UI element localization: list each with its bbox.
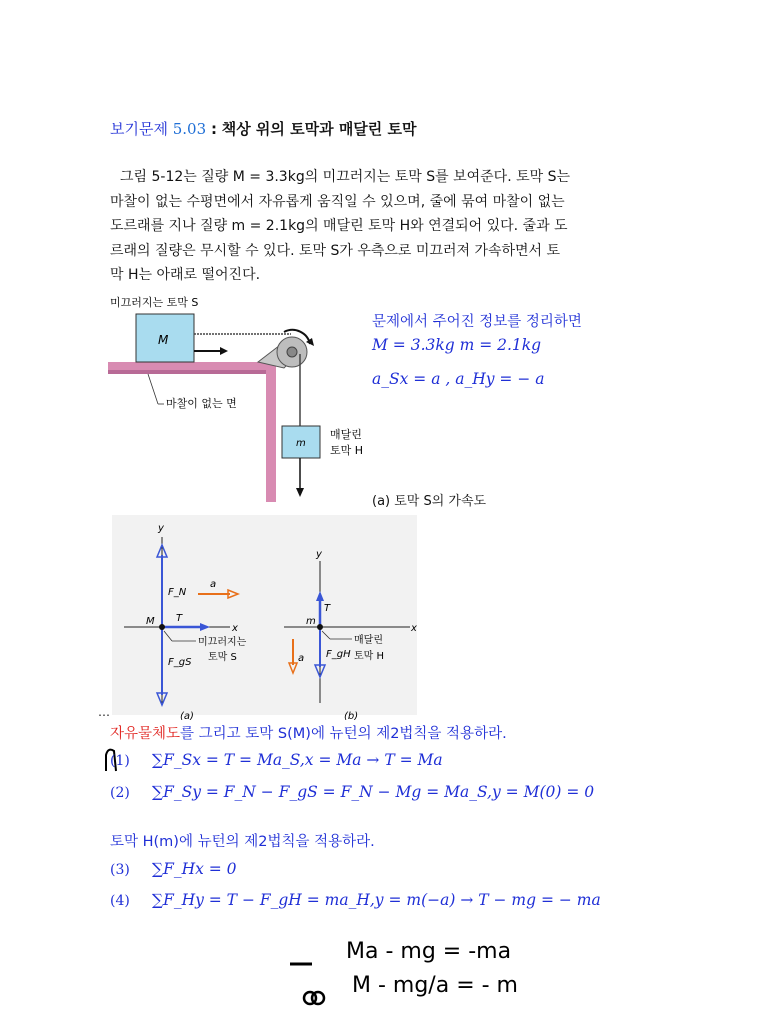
fbd-a-x-label: x <box>232 623 238 634</box>
paragraph-line: 도르래를 지나 질량 m = 2.1kg의 매달린 토막 H와 연결되어 있다. 줄과 도 <box>110 218 568 234</box>
frictionless-label: 마찰이 없는 면 <box>166 397 237 410</box>
particle-S <box>159 624 165 630</box>
equation-row <box>110 890 601 909</box>
figure-a-caption: (a) 토막 S의 가속도 <box>372 494 487 509</box>
instruction-S <box>110 722 507 743</box>
hanging-label-2: 토막 H <box>330 444 364 457</box>
title-colon: : <box>210 120 217 138</box>
paragraph-line: 마찰이 없는 수평면에서 자유롭게 움직일 수 있으며, 줄에 묶여 마찰이 없는 <box>110 193 565 210</box>
velocity-arrow-head <box>220 347 228 355</box>
free-body-diagrams <box>112 515 417 720</box>
info-heading: 문제에서 주어진 정보를 정리하면 <box>372 314 582 330</box>
equation-label: (3) <box>110 862 130 878</box>
handwritten-line-2: M - mg/a = - m <box>352 973 518 998</box>
block-S-mass-label: M <box>158 333 169 347</box>
handwritten-notes <box>280 930 580 1020</box>
instruction-S-red: 자유물체도 <box>110 726 181 742</box>
tension-H-label: T <box>324 603 331 614</box>
fbd-a-label-1: 미끄러지는 <box>198 637 247 648</box>
equation-expr: ∑F_Hy = T − F_gH = ma_H,y = m(−a) → T − mg = − ma <box>152 891 601 909</box>
hanging-label-1: 매달린 <box>330 428 362 441</box>
down-arrow-head <box>296 488 304 497</box>
particle-H <box>317 624 323 630</box>
problem-paragraph <box>110 165 660 288</box>
instruction-S-rest: 를 그리고 토막 S(M)에 뉴턴의 제2법칙을 적용하라. <box>180 726 507 742</box>
equation-row <box>110 859 237 878</box>
accel-H-label: a <box>298 653 305 664</box>
equation-label: (2) <box>110 785 130 801</box>
accel-S-label: a <box>210 579 217 590</box>
paragraph-line: 막 H는 아래로 떨어진다. <box>110 267 261 283</box>
sliding-block-label: 미끄러지는 토막 S <box>110 296 199 309</box>
block-pulley-figure <box>108 292 368 502</box>
leader-line <box>148 374 158 404</box>
fbd-a-y-label: y <box>158 523 164 534</box>
equation-row <box>110 782 594 801</box>
title-text: 책상 위의 토막과 매달린 토막 <box>221 120 417 138</box>
stray-mark: ⋯ <box>98 708 110 722</box>
table-shade <box>108 370 266 374</box>
problem-title <box>110 118 417 139</box>
equation-row <box>110 750 443 769</box>
particle-S-label: M <box>146 616 155 627</box>
title-number: 5.03 <box>172 120 207 138</box>
equation-label: (1) <box>110 753 130 769</box>
fbd-a-label-2: 토막 S <box>208 652 237 663</box>
paragraph-line: 그림 5-12는 질량 M = 3.3kg의 미끄러지는 토막 S를 보여준다. 토막 S는 <box>120 169 571 185</box>
paragraph-line: 르래의 질량은 무시할 수 있다. 토막 S가 우측으로 미끄러져 가속하면서 토 <box>110 242 561 259</box>
title-prefix: 보기문제 <box>110 120 168 138</box>
handwritten-line-1: Ma - mg = -ma <box>346 939 512 964</box>
info-accel: a_Sx = a , a_Hy = − a <box>372 370 545 388</box>
gravity-H-label: F_gH <box>326 649 351 660</box>
info-masses: M = 3.3kg m = 2.1kg <box>372 336 542 354</box>
fbd-b-label-1: 매달린 <box>354 635 383 646</box>
tension-S-label: T <box>176 613 183 624</box>
fbd-b-caption: (b) <box>344 711 359 720</box>
fbd-b-label-2: 토막 H <box>354 651 385 662</box>
block-H-mass-label: m <box>296 438 306 449</box>
equation-expr: ∑F_Sy = F_N − F_gS = F_N − Mg = Ma_S,y = M(0) = 0 <box>152 783 595 801</box>
equation-expr: ∑F_Hx = 0 <box>152 860 237 878</box>
pulley-axle <box>287 347 297 357</box>
handwritten-scribble <box>312 992 324 1004</box>
gravity-S-label: F_gS <box>168 657 192 668</box>
fbd-b-y-label: y <box>316 549 322 560</box>
equation-expr: ∑F_Sx = T = Ma_S,x = Ma → T = Ma <box>152 751 443 769</box>
table-side-edge <box>266 362 276 502</box>
normal-force-label: F_N <box>168 587 187 598</box>
particle-H-label: m <box>306 616 316 627</box>
instruction-H: 토막 H(m)에 뉴턴의 제2법칙을 적용하라. <box>110 834 375 850</box>
equation-label: (4) <box>110 893 130 909</box>
fbd-a-caption: (a) <box>180 711 194 720</box>
fbd-b-x-label: x <box>411 623 417 634</box>
fbd-background <box>112 515 417 715</box>
